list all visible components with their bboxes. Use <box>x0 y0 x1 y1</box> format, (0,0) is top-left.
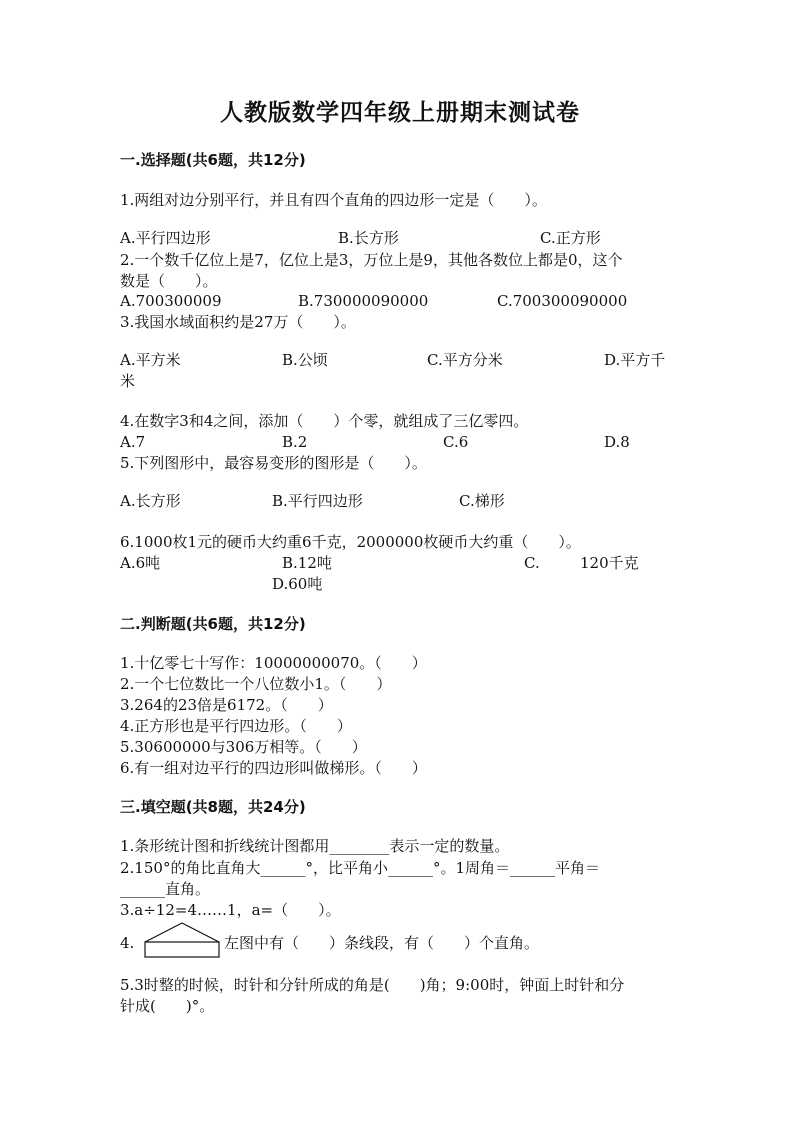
page-title: 人教版数学四年级上册期末测试卷 <box>220 99 580 126</box>
question-2-stem-line2: 数是（ ）。 <box>120 272 218 290</box>
section-heading-fill-blank: 三.填空题(共8题，共24分) <box>120 798 306 816</box>
question-6-stem: 6.1000枚1元的硬币大约重6千克，2000000枚硬币大约重（ ）。 <box>120 533 581 551</box>
question-4-option-b: B.2 <box>282 433 308 451</box>
question-6-option-a: A.6吨 <box>120 554 161 572</box>
fill-blank-item-4-number: 4. <box>120 934 135 952</box>
question-4-option-d: D.8 <box>604 433 630 451</box>
question-3-stem: 3.我国水域面积约是27万（ ）。 <box>120 313 356 331</box>
judgement-item-5: 5.30600000与306万相等。（ ） <box>120 738 367 756</box>
question-5-option-a: A.长方形 <box>120 492 181 510</box>
fill-blank-item-5-line1: 5.3时整的时候，时针和分针所成的角是( )角；9:00时，钟面上时针和分 <box>120 976 625 994</box>
section-heading-choice: 一.选择题(共6题，共12分) <box>120 151 306 169</box>
question-6-option-d: D.60吨 <box>272 575 323 593</box>
question-4-stem: 4.在数字3和4之间，添加（ ）个零，就组成了三亿零四。 <box>120 412 529 430</box>
question-3-option-d-line1: D.平方千 <box>604 351 666 369</box>
question-5-option-b: B.平行四边形 <box>272 492 363 510</box>
question-3-option-b: B.公顷 <box>282 351 328 369</box>
judgement-item-4: 4.正方形也是平行四边形。（ ） <box>120 717 352 735</box>
question-2-stem-line1: 2.一个数千亿位上是7，亿位上是3，万位上是9，其他各数位上都是0，这个 <box>120 251 623 269</box>
question-1-option-c: C.正方形 <box>540 229 601 247</box>
question-3-option-a: A.平方米 <box>120 351 181 369</box>
judgement-item-2: 2.一个七位数比一个八位数小1。（ ） <box>120 675 392 693</box>
fill-blank-item-2-line1: 2.150°的角比直角大______°，比平角小______°。1周角＝______平角＝ <box>120 859 600 877</box>
question-6-option-c-value: 120千克 <box>580 554 639 572</box>
judgement-item-6: 6.有一组对边平行的四边形叫做梯形。（ ） <box>120 759 427 777</box>
question-4-option-c: C.6 <box>443 433 469 451</box>
question-6-option-c-label: C. <box>524 554 540 572</box>
fill-blank-item-2-line2: ______直角。 <box>120 880 211 898</box>
question-5-stem: 5.下列图形中，最容易变形的图形是（ ）。 <box>120 454 427 472</box>
question-4-option-a: A.7 <box>120 433 146 451</box>
judgement-item-3: 3.264的23倍是6172。（ ） <box>120 696 333 714</box>
question-5-option-c: C.梯形 <box>459 492 505 510</box>
section-heading-judgement: 二.判断题(共6题，共12分) <box>120 615 306 633</box>
house-shape-figure <box>142 921 222 959</box>
question-3-option-c: C.平方分米 <box>427 351 503 369</box>
question-1-option-b: B.长方形 <box>338 229 399 247</box>
question-3-option-d-line2: 米 <box>120 372 136 390</box>
question-2-option-b: B.730000090000 <box>298 292 429 310</box>
judgement-item-1: 1.十亿零七十写作：10000000070。（ ） <box>120 654 427 672</box>
question-6-option-b: B.12吨 <box>282 554 332 572</box>
fill-blank-item-4-text: 左图中有（ ）条线段，有（ ）个直角。 <box>224 934 540 952</box>
question-1-stem: 1.两组对边分别平行，并且有四个直角的四边形一定是（ ）。 <box>120 191 547 209</box>
fill-blank-item-5-line2: 针成( )°。 <box>120 997 215 1015</box>
question-2-option-c: C.700300090000 <box>497 292 628 310</box>
question-2-option-a: A.700300009 <box>120 292 222 310</box>
fill-blank-item-3: 3.a÷12=4……1，a=（ ）。 <box>120 901 341 919</box>
question-1-option-a: A.平行四边形 <box>120 229 211 247</box>
fill-blank-item-1: 1.条形统计图和折线统计图都用________表示一定的数量。 <box>120 837 510 855</box>
